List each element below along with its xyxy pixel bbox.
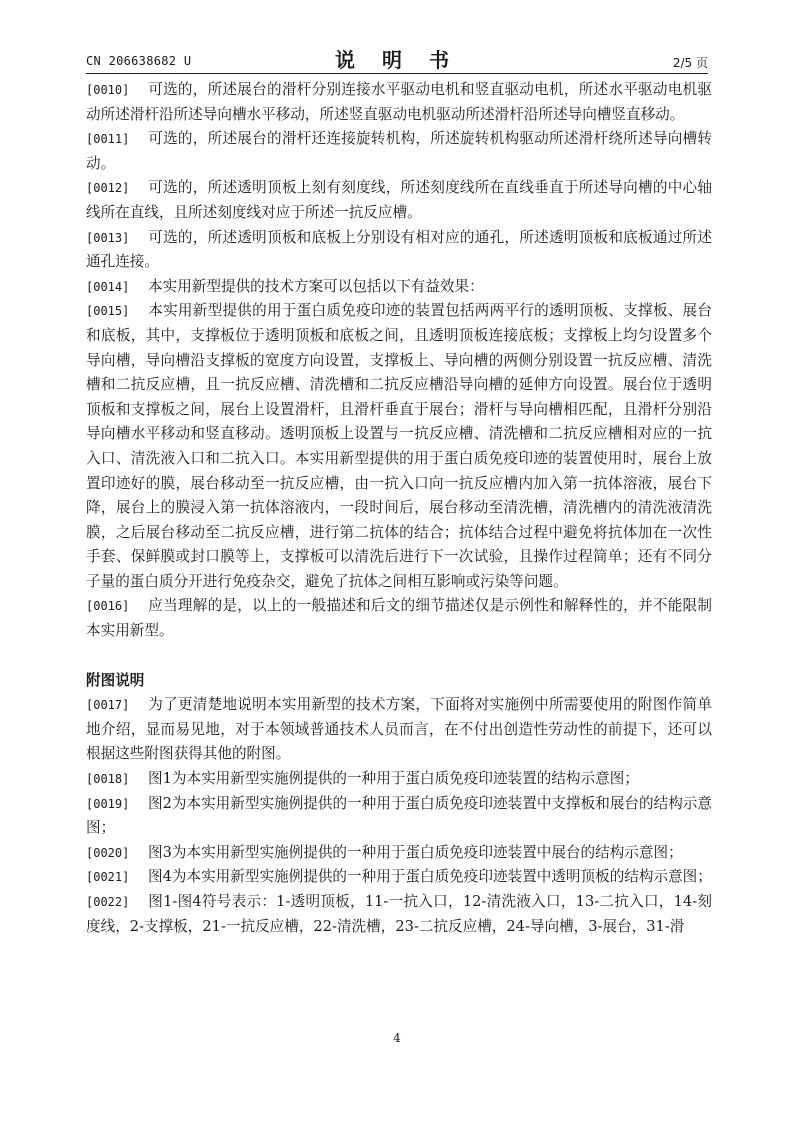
document-body: [86, 78, 712, 939]
paragraph-text: 为了更清楚地说明本实用新型的技术方案，下面将对实施例中所需要使用的附图作简单地介绍，显而易见地，对于本领域普通技术人员而言，在不付出创造性劳动性的前提下，还可以根据这些附图获得其他的附图。: [86, 696, 712, 763]
paragraph-number: [0015]: [86, 304, 130, 319]
paragraph: [86, 792, 712, 841]
paragraph-number: [0010]: [86, 83, 130, 97]
header-divider: [86, 73, 708, 74]
paragraph-text: 本实用新型提供的用于蛋白质免疫印迹的装置包括两两平行的透明顶板、支撑板、展台和底板，其中，支撑板位于透明顶板和底板之间，且透明顶板连接底板；支撑板上均匀设置多个导向槽，导向槽沿支撑板的宽度方向设置，支撑板上、导向槽的两侧分别设置一抗反应槽、清洗槽和二抗反应槽，且一抗反应槽、清洗槽和二抗反应槽沿导向槽的延伸方向设置。展台位于透明顶板和支撑板之间，展台上设置滑杆，且滑杆垂直于展台；滑杆与导向槽相匹配，且滑杆分别沿导向槽水平移动和竖直移动。透明顶板上设置与一抗反应槽、清洗槽和二抗反应槽相对应的一抗入口、清洗液入口和二抗入口。本实用新型提供的用于蛋白质免疫印迹的装置使用时，展台上放置印迹好的膜，展台移动至一抗反应槽，由一抗入口向一抗反应槽内加入第一抗体溶液，展台下降，展台上的膜浸入第一抗体溶液内，一段时间后，展台移动至清洗槽，清洗槽内的清洗液清洗膜，之后展台移动至二抗反应槽，进行第二抗体的结合；抗体结合过程中避免将抗体加在一次性手套、保鲜膜或封口膜等上，支撑板可以清洗后进行下一次试验，且操作过程简单；还有不同分子量的蛋白质分开进行免疫杂交，避免了抗体之间相互影响或污染等问题。: [86, 302, 712, 590]
paragraph-text: 可选的，所述透明顶板和底板上分别设有相对应的通孔，所述透明顶板和底板通过所述通孔连接。: [86, 228, 712, 271]
paragraph-number: [0013]: [86, 230, 130, 245]
paragraph-group-description: [86, 78, 712, 644]
paragraph-text: 图1为本实用新型实施例提供的一种用于蛋白质免疫印迹装置的结构示意图；: [148, 770, 639, 788]
paragraph-number: [0011]: [86, 132, 130, 147]
paragraph: [86, 127, 712, 176]
page-indicator: 2/5 页: [672, 56, 708, 70]
paragraph-text: 图2为本实用新型实施例提供的一种用于蛋白质免疫印迹装置中支撑板和展台的结构示意图；: [86, 794, 712, 837]
paragraph-text: 本实用新型提供的技术方案可以包括以下有益效果：: [148, 277, 484, 295]
document-title: 说 明 书: [335, 48, 459, 72]
page-header: [86, 40, 708, 74]
paragraph: [86, 865, 712, 890]
paragraph: [86, 226, 712, 275]
paragraph: [86, 275, 712, 300]
paragraph-text: 图1-图4符号表示：1-透明顶板，11-一抗入口，12-清洗液入口，13-二抗入口，14-刻度线，2-支撑板，21-一抗反应槽，22-清洗槽，23-二抗反应槽，24-导向槽，3-展台，31-滑: [86, 893, 712, 935]
page-number: 4: [393, 1031, 401, 1045]
paragraph: [86, 78, 712, 127]
paragraph-text: 图4为本实用新型实施例提供的一种用于蛋白质免疫印迹装置中透明顶板的结构示意图；: [148, 868, 712, 886]
paragraph-number: [0012]: [86, 181, 130, 196]
paragraph-number: [0016]: [86, 599, 130, 614]
paragraph-number: [0022]: [86, 895, 130, 909]
paragraph-text: 可选的，所述展台的滑杆还连接旋转机构，所述旋转机构驱动所述滑杆绕所述导向槽转动。: [86, 130, 712, 172]
paragraph-number: [0021]: [86, 870, 130, 885]
paragraph: [86, 841, 712, 866]
paragraph-number: [0014]: [86, 279, 130, 294]
section-heading: 附图说明: [86, 671, 145, 689]
paragraph-number: [0020]: [86, 845, 130, 860]
paragraph-number: [0018]: [86, 772, 130, 787]
paragraph-group-figures: [86, 693, 712, 939]
paragraph-text: 可选的，所述透明顶板上刻有刻度线，所述刻度线所在直线垂直于所述导向槽的中心轴线所在直线，且所述刻度线对应于所述一抗反应槽。: [86, 179, 712, 221]
paragraph: [86, 693, 712, 767]
paragraph: [86, 299, 712, 594]
paragraph: [86, 767, 712, 792]
paragraph-text: 应当理解的是，以上的一般描述和后文的细节描述仅是示例性和解释性的，并不能限制本实用新型。: [86, 597, 712, 640]
paragraph: [86, 176, 712, 225]
paragraph-number: [0017]: [86, 698, 130, 713]
paragraph-number: [0019]: [86, 796, 130, 811]
paragraph: [86, 890, 712, 939]
paragraph: [86, 594, 712, 643]
patent-number: CN 206638682 U: [86, 54, 192, 68]
paragraph-text: 图3为本实用新型实施例提供的一种用于蛋白质免疫印迹装置中展台的结构示意图；: [148, 843, 683, 861]
paragraph-text: 可选的，所述展台的滑杆分别连接水平驱动电机和竖直驱动电机，所述水平驱动电机驱动所述滑杆沿所述导向槽水平移动，所述竖直驱动电机驱动所述滑杆沿所述导向槽竖直移动。: [86, 81, 712, 123]
